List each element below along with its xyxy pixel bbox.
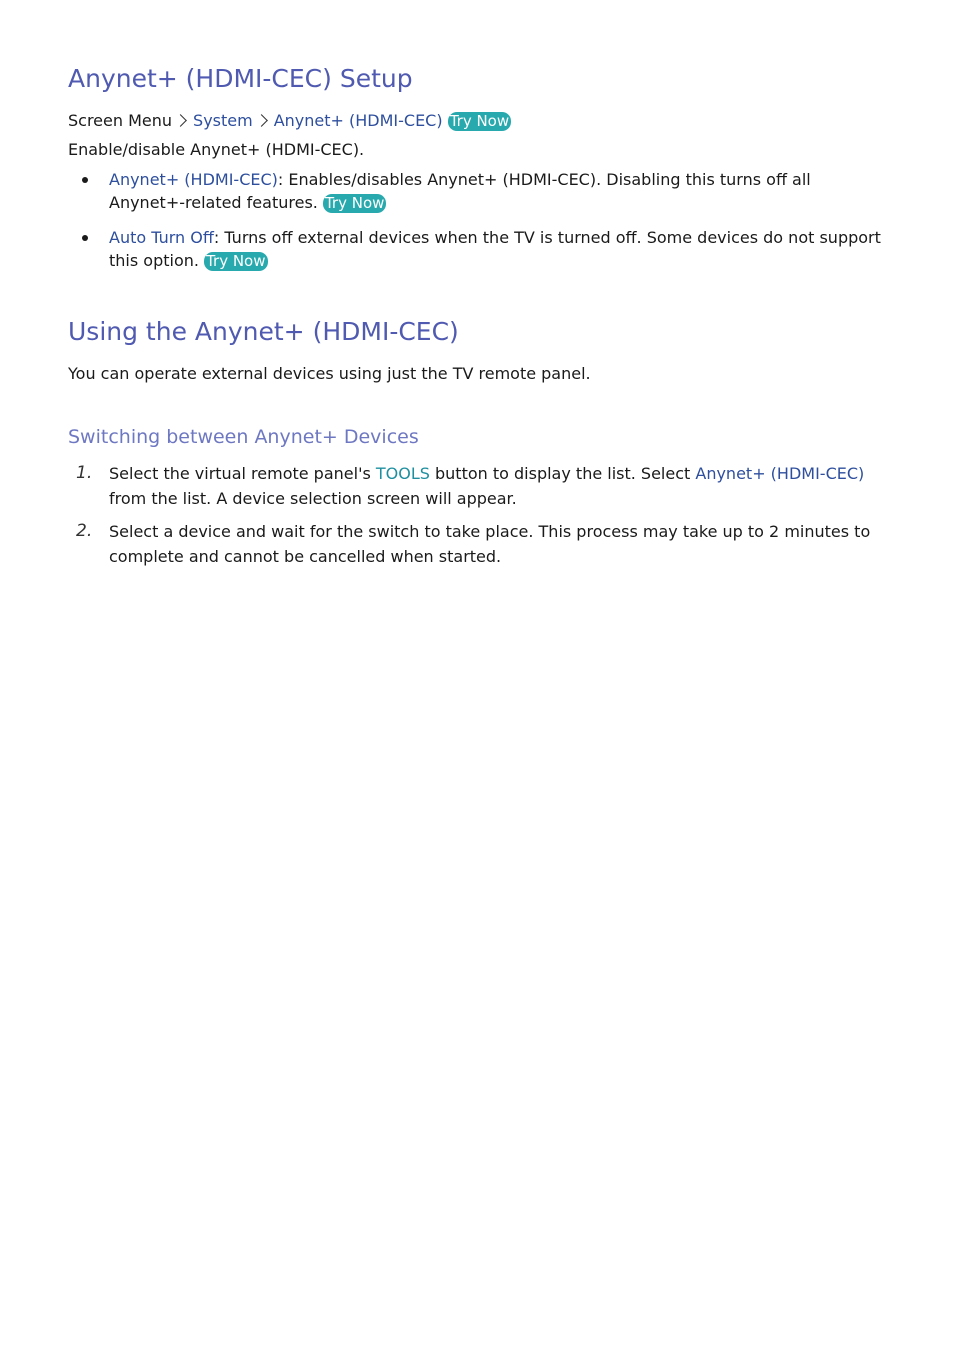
bullet-icon bbox=[82, 177, 88, 183]
section-title-using: Using the Anynet+ (HDMI-CEC) bbox=[68, 317, 459, 346]
try-now-button[interactable]: Try Now bbox=[449, 112, 510, 130]
step-text: button to display the list. Select bbox=[429, 464, 696, 483]
list-item bbox=[76, 461, 889, 511]
section-title-setup: Anynet+ (HDMI-CEC) Setup bbox=[68, 64, 413, 93]
option-term[interactable]: Anynet+ (HDMI-CEC) bbox=[695, 464, 865, 483]
setup-intro: Enable/disable Anynet+ (HDMI-CEC). bbox=[68, 140, 365, 159]
option-description: : Turns off external devices when the TV is turned off. Some devices do not support bbox=[213, 228, 881, 247]
breadcrumb bbox=[68, 109, 511, 132]
option-term[interactable]: Anynet+ (HDMI-CEC) bbox=[109, 170, 278, 189]
try-now-button[interactable]: Try Now bbox=[324, 194, 385, 212]
option-description-cont: this option. bbox=[109, 251, 199, 270]
chevron-right-icon bbox=[174, 114, 187, 127]
step-text-cont: from the list. A device selection screen will appear. bbox=[109, 489, 517, 508]
try-now-button[interactable]: Try Now bbox=[206, 252, 266, 270]
tools-button-label: TOOLS bbox=[375, 464, 430, 483]
step-text-cont: complete and cannot be cancelled when started. bbox=[109, 547, 502, 566]
chevron-right-icon bbox=[255, 114, 268, 127]
using-intro: You can operate external devices using just the TV remote panel. bbox=[68, 364, 591, 383]
option-term[interactable]: Auto Turn Off bbox=[109, 228, 214, 247]
bullet-icon bbox=[82, 235, 88, 241]
step-number: 1. bbox=[76, 463, 93, 483]
breadcrumb-anynet-link[interactable]: Anynet+ (HDMI-CEC) bbox=[273, 111, 443, 130]
step-text: Select the virtual remote panel's bbox=[109, 464, 376, 483]
list-item bbox=[76, 519, 889, 569]
list-item bbox=[109, 226, 889, 272]
breadcrumb-root: Screen Menu bbox=[68, 111, 173, 130]
option-description-cont: Anynet+-related features. bbox=[109, 193, 318, 212]
subsection-title: Switching between Anynet+ Devices bbox=[68, 426, 419, 448]
breadcrumb-system-link[interactable]: System bbox=[193, 111, 253, 130]
option-description: : Enables/disables Anynet+ (HDMI-CEC). Disabling this turns off all bbox=[277, 170, 811, 189]
step-number: 2. bbox=[76, 521, 93, 541]
step-text: Select a device and wait for the switch to take place. This process may take up to 2 minutes to bbox=[109, 522, 871, 541]
list-item bbox=[109, 168, 889, 214]
